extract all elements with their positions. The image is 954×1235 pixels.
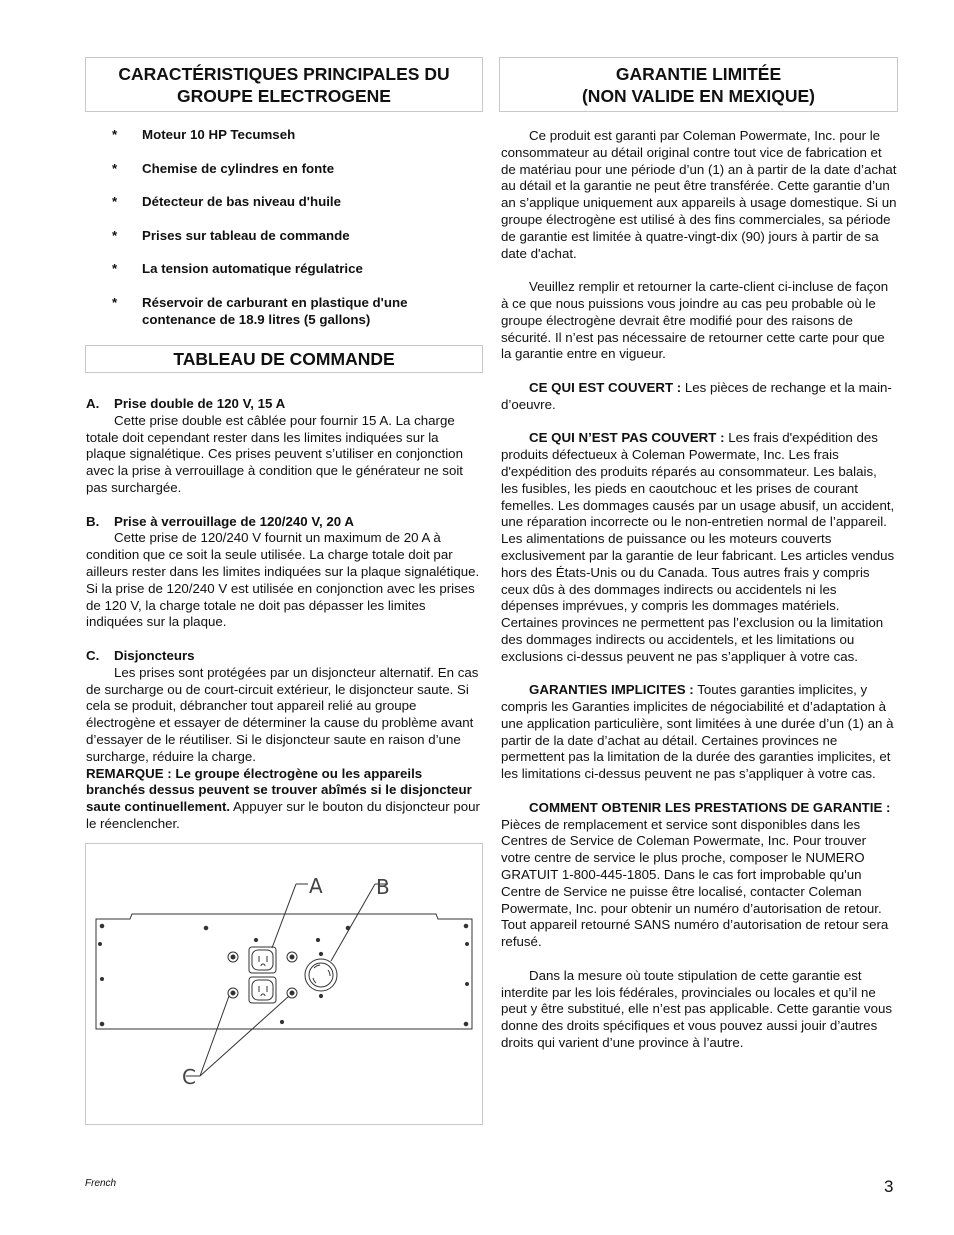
control-panel-diagram — [86, 844, 482, 1124]
label-c: C — [182, 1065, 196, 1089]
warranty-covered: CE QUI EST COUVERT : Les pièces de rechange et la main-d’oeuvre. — [501, 379, 892, 412]
section-a-body: Cette prise double est câblée pour fournir 15 A. La charge totale doit cependant rester dans les limites indiquées sur la plaque signalétique. Ces prises peuvent s’utiliser en conjonction avec la prise à verrouillage à condition que le générateur ne soit pas surchargée. — [86, 412, 463, 495]
section-b-heading: B. Prise à verrouillage de 120/240 V, 20 A — [86, 513, 354, 529]
warranty-service: COMMENT OBTENIR LES PRESTATIONS DE GARANTIE : Pièces de remplacement et service sont disponibles dans les Centres de Service de Coleman Powermate, Inc. Pour trouver votre centre de service le plus proche, composer le NUMERO GRATUIT 1-800-445-1805. Dans le cas fort improbable qu'un Centre de Service ne puisse être localisé, contacter Coleman Powermate, Inc. pour obtenir un numéro d’autorisation de retour. Tout appareil retourné SANS numéro d’autorisation de retour sera refusé. — [501, 799, 891, 950]
warranty-final: Dans la mesure où toute stipulation de cette garantie est interdite par les lois fédérales, provinciales ou locales et qu’il ne peut y être substitué, elle n’est pas applicable. Cette garantie vous donne des droits spécifiques et vous pouvez aussi jouir d’autres droits qui varient d’une province à l’autre. — [501, 967, 893, 1051]
label-a: A — [309, 874, 323, 898]
label-b: B — [376, 875, 390, 899]
list-item: * Détecteur de bas niveau d'huile — [112, 194, 341, 209]
warranty-title-box — [499, 57, 898, 112]
features-title-box — [85, 57, 483, 112]
warranty-title-line2: (NON VALIDE EN MEXIQUE) — [581, 85, 816, 106]
warranty-paragraph: Veuillez remplir et retourner la carte-client ci-incluse de façon à ce que nous puissions vous joindre au cas peu probable où le groupe électrogène devrait être modifié pour des raisons de sécurité. Il n’est pas nécessaire de retourner cette carte pour que la garantie entre en vigueur. — [501, 279, 889, 362]
list-item: * La tension automatique régulatrice — [112, 261, 363, 276]
section-c-remark: REMARQUE : Le groupe électrogène ou les appareils branchés dessus peuvent se trouver abîmés si le disjoncteur saute continuellement. Appuyer sur le bouton du disjoncteur pour le réenclencher. — [86, 765, 480, 831]
warranty-text — [501, 128, 897, 1069]
section-c-heading: C. Disjoncteurs — [86, 647, 195, 663]
panel-title: TABLEAU DE COMMANDE — [173, 349, 395, 369]
page-number: 3 — [884, 1177, 894, 1196]
features-title-line2: GROUPE ELECTROGENE — [177, 85, 391, 106]
warranty-paragraph: Ce produit est garanti par Coleman Powermate, Inc. pour le consommateur au détail original contre tout vice de fabrication et de matériau pour une période d’un (1) an à partir de la date d’achat au détail et la garantie ne peut être transférée. Cette garantie d’un an s’applique uniquement aux appareils à usage domestique. Si un groupe électrogène est utilisé à des fins commerciales, sa période de garantie est limitée à quatre-vingt-dix (90) jours à partir de sa date d'achat. — [501, 128, 897, 261]
features-list — [112, 126, 442, 344]
panel-sections — [86, 396, 482, 850]
list-item: * Prises sur tableau de commande — [112, 227, 350, 243]
section-b-body: Cette prise de 120/240 V fournit un maximum de 20 A à condition que ce soit la seule utilisée. La charge totale doit par ailleurs rester dans les limites indiquées sur la plaque signalétique. Si la prise de 120/240 V est utilisée en conjonction avec les prises de 120 V, la charge totale ne doit pas dépasser les limites indiquées sur la plaque. — [86, 530, 480, 630]
list-item: * Chemise de cylindres en fonte — [112, 160, 335, 176]
panel-title-box — [85, 345, 483, 373]
footer-language: French — [85, 1178, 117, 1189]
list-item: * Moteur 10 HP Tecumseh — [112, 127, 296, 142]
section-c-body: Les prises sont protégées par un disjoncteur alternatif. En cas de surcharge ou de court-circuit extérieur, le disjoncteur saute. Si cela se produit, débrancher tout appareil relié au groupe électrogène et essayer de déterminer la cause du problème avant d’essayer de le réutiliser. Si le disjoncteur saute en raison d’une surcharge, réduire la charge. — [86, 664, 479, 764]
list-item: * Réservoir de carburant en plastique d'une contenance de 18.9 litres (5 gallons) — [112, 294, 408, 327]
control-panel-figure — [85, 843, 483, 1125]
warranty-implied: GARANTIES IMPLICITES : Toutes garanties implicites, y compris les Garanties implicites de négociabilité et d’adaptation à une application particulière, sont limitées à une durée d’un (1) an à partir de la date d’achat au détail. Certaines provinces ne permettent pas la limitation de la durée des garanties implicites, et les limitations ci-dessus peuvent ne pas s’appliquer à votre cas. — [501, 682, 894, 782]
features-title-line1: CARACTÉRISTIQUES PRINCIPALES DU — [118, 63, 450, 84]
warranty-not-covered: CE QUI N’EST PAS COUVERT : Les frais d'expédition des produits défectueux à Coleman Powermate, Inc. Les frais d'expédition des produits réparés au consommateur. Les balais, les fusibles, les pieds en caoutchouc et les prises de courant femelles. Les dommages causés par un usage abusif, un accident, une réparation incorrecte ou le non-entretien normal de l’appareil. Les alimentations de puissance ou les moteurs couverts exclusivement par la garantie de leur fabricant. Les articles vendus hors des États-Unis ou du Canada. Tous autres frais y compris ceux dûs à des dommages indirects ou accidentels ni les dépenses imprévues, y compris les dommages matériels. Certaines provinces ne permettent pas l’exclusion ou la limitation des dommages indirects ou accidentels, et les limitations ou exclusions ci-dessus peuvent ne pas s’appliquer à votre cas. — [501, 430, 895, 664]
warranty-title-line1: GARANTIE LIMITÉE — [615, 63, 782, 84]
section-a-heading: A. Prise double de 120 V, 15 A — [86, 396, 286, 411]
